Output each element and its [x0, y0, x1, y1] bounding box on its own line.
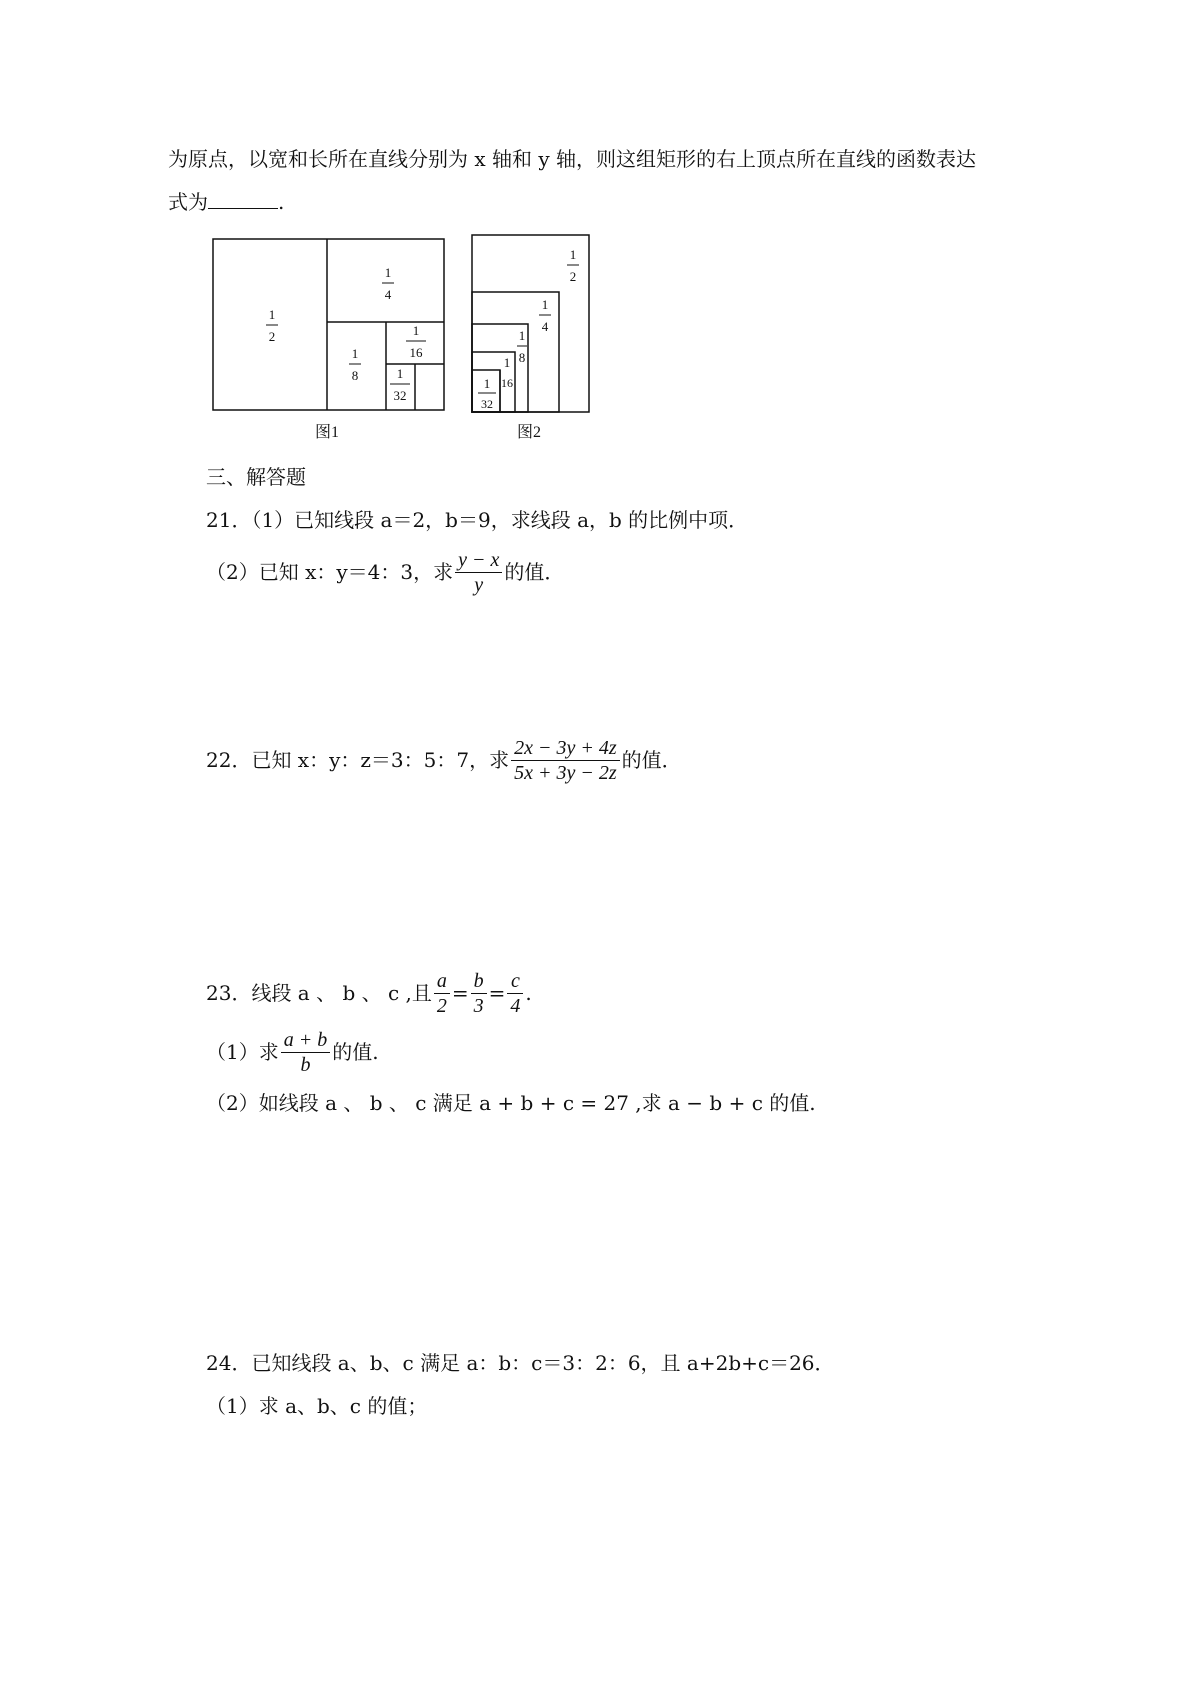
- fig1-label-sixteenth-num: 1: [412, 323, 420, 338]
- q22-fraction-numerator: 2x − 3y + 4z: [514, 736, 617, 759]
- intro-line-1: 为原点，以宽和长所在直线分别为 x 轴和 y 轴，则这组矩形的右上顶点所在直线的函数表达: [168, 147, 977, 171]
- fig1-label-quarter-num: 1: [384, 265, 392, 280]
- q23-part2: （2）如线段 a 、 b 、 c 满足 a + b + c = 27 ,求 a − b + c 的值.: [206, 1091, 816, 1115]
- fig2-label-quarter-num: 1: [541, 297, 549, 312]
- fig2-label-half-den: 2: [569, 269, 577, 284]
- fig1-label-eighth-num: 1: [351, 346, 359, 361]
- q23-fraction-c-den: 4: [507, 993, 523, 1018]
- fig1-label-eighth-den: 8: [351, 368, 359, 383]
- q22-fraction: [511, 736, 620, 785]
- q22-fraction-denominator: 5x + 3y − 2z: [511, 760, 620, 785]
- fig1-label-quarter-den: 4: [384, 287, 392, 302]
- q23-fraction-c: [507, 969, 523, 1018]
- q23-prefix: 23．线段 a 、 b 、 c ,且: [206, 981, 432, 1005]
- q23-fraction-b-den: 3: [471, 993, 487, 1018]
- q21-part1: 21．（1）已知线段 a＝2，b＝9，求线段 a，b 的比例中项．: [206, 508, 749, 532]
- q23-fraction-a-num: a: [436, 969, 447, 992]
- intro-line-2-suffix: .: [278, 190, 285, 214]
- q23-part1-prefix: （1）求: [206, 1040, 279, 1064]
- q21-fraction: [455, 548, 502, 597]
- fig2-caption: 图2: [516, 424, 542, 441]
- fig2-label-thirtysecond-num: 1: [483, 376, 491, 391]
- q23-period: .: [525, 981, 532, 1005]
- q23-fraction-a-den: 2: [434, 993, 450, 1018]
- q22-suffix: 的值．: [621, 748, 682, 772]
- q23-part1-fraction-den: b: [281, 1052, 331, 1077]
- q23-equals-1: =: [451, 981, 469, 1005]
- q21-part2: [206, 545, 564, 599]
- q23-fraction-b-num: b: [473, 969, 484, 992]
- fig1-label-half-den: 2: [268, 329, 276, 344]
- q21-part2-prefix: （2）已知 x：y＝4：3，求: [206, 560, 454, 584]
- q23-stem: [206, 966, 532, 1020]
- q23-fraction-b: [471, 969, 487, 1018]
- fig1-caption: 图1: [314, 424, 340, 441]
- q24-stem: 24．已知线段 a、b、c 满足 a：b：c＝3：2：6，且 a+2b+c＝26．: [206, 1351, 835, 1375]
- fig1-label-sixteenth-den: 16: [409, 345, 423, 360]
- fig2-label-thirtysecond-den: 32: [481, 397, 493, 411]
- intro-line-2: [168, 188, 284, 216]
- q23-part1-fraction-num: a + b: [283, 1028, 328, 1051]
- fig1-label-thirtysecond-num: 1: [396, 366, 404, 381]
- figure-2: [465, 230, 600, 450]
- fig2-label-eighth-num: 1: [518, 328, 526, 343]
- q24-part1: （1）求 a、b、c 的值；: [206, 1394, 428, 1418]
- q22-prefix: 22．已知 x：y：z＝3：5：7，求: [206, 748, 510, 772]
- figure-1: [205, 230, 455, 450]
- fig2-label-sixteenth-num: 1: [503, 355, 511, 370]
- fig2-label-quarter-den: 4: [541, 319, 549, 334]
- q23-fraction-a: [434, 969, 450, 1018]
- q23-part1: [206, 1025, 379, 1079]
- fig2-label-sixteenth: 16: [501, 376, 513, 390]
- q23-equals-2: =: [488, 981, 506, 1005]
- q21-fraction-numerator: y − x: [458, 548, 500, 571]
- intro-line-2-prefix: 式为: [168, 190, 208, 214]
- answer-blank: [208, 188, 278, 209]
- fig2-label-half-num: 1: [569, 247, 577, 262]
- fig2-label-eighth-den: 8: [518, 350, 526, 365]
- fig1-label-half-num: 1: [268, 307, 276, 322]
- q21-fraction-denominator: y: [455, 572, 502, 597]
- q23-part1-suffix: 的值.: [332, 1040, 379, 1064]
- section-title: 三、解答题: [206, 465, 306, 489]
- fig1-label-thirtysecond-den: 32: [393, 388, 407, 403]
- q23-fraction-c-num: c: [510, 969, 520, 992]
- q21-part2-suffix: 的值．: [504, 560, 565, 584]
- q22: [206, 733, 682, 787]
- q23-part1-fraction: [281, 1028, 331, 1077]
